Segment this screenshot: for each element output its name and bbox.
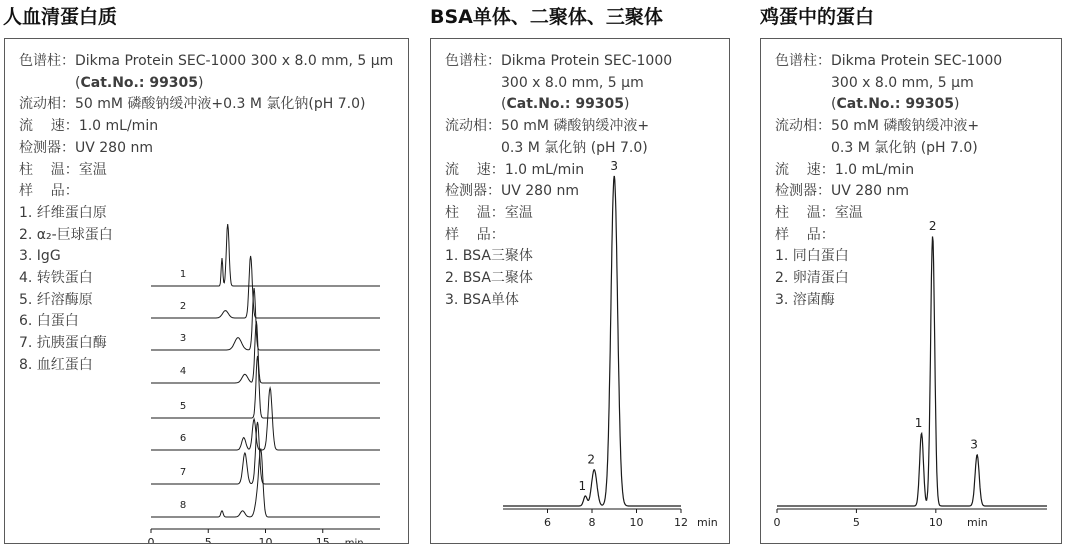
x-tick-label: 5 xyxy=(204,536,212,545)
temp-value: 室温 xyxy=(834,204,863,221)
chromatogram-trace xyxy=(777,237,1047,507)
trace-label: 5 xyxy=(179,401,187,412)
cat-no: (Cat.No.: 99305) xyxy=(831,96,960,113)
mobile-value: 50 mM 磷酸钠缓冲液+ xyxy=(501,118,650,135)
column-value: Dikma Protein SEC-1000 300 x 8.0 mm, 5 µm xyxy=(75,53,394,69)
cat-no: (Cat.No.: 99305) xyxy=(501,96,630,113)
mobile-label: 流动相： xyxy=(445,118,501,135)
mobile-value: 50 mM 磷酸钠缓冲液+ xyxy=(831,118,980,135)
trace-label: 6 xyxy=(179,433,187,444)
flow-label: 流 速： xyxy=(775,161,835,178)
x-axis-unit: min xyxy=(344,538,364,545)
trace-label: 7 xyxy=(179,467,187,478)
trace-label: 3 xyxy=(179,333,187,344)
column-value-dims: 300 x 8.0 mm, 5 µm xyxy=(501,74,644,91)
peak-label: 2 xyxy=(587,452,596,467)
column-value: Dikma Protein SEC-1000 xyxy=(501,53,673,69)
x-tick-label: 12 xyxy=(674,516,688,529)
temp-value: 室温 xyxy=(78,161,107,178)
flow-label: 流 速： xyxy=(19,118,79,135)
column-value: Dikma Protein SEC-1000 xyxy=(831,53,1003,69)
sample-item: 4. 转铁蛋白 xyxy=(19,270,93,287)
peak-label: 2 xyxy=(928,219,937,233)
sample-item: 2. 卵清蛋白 xyxy=(775,270,849,287)
detector-value: UV 280 nm xyxy=(501,183,579,200)
chromatogram-serum xyxy=(5,39,409,544)
x-tick-label: 8 xyxy=(588,516,596,529)
sample-item: 6. 白蛋白 xyxy=(19,313,79,330)
sample-item: 1. 同白蛋白 xyxy=(775,248,849,265)
cat-no: (Cat.No.: 99305) xyxy=(75,74,204,91)
chromatogram-bsa xyxy=(431,39,730,544)
x-tick-label: 0 xyxy=(147,536,155,545)
column-label: 色谱柱： xyxy=(445,53,501,69)
detector-value: UV 280 nm xyxy=(831,183,909,200)
flow-value: 1.0 mL/min xyxy=(834,161,915,178)
sample-item: 5. 纤溶酶原 xyxy=(19,291,93,308)
detector-label: 检测器： xyxy=(445,183,501,200)
detector-value: UV 280 nm xyxy=(75,139,153,156)
trace-label: 2 xyxy=(179,301,187,312)
column-label: 色谱柱： xyxy=(775,53,831,69)
chart-panel-egg xyxy=(760,38,1062,544)
sample-item: 3. 溶菌酶 xyxy=(775,291,835,308)
temp-value: 室温 xyxy=(504,204,533,221)
sample-item: 8. 血红蛋白 xyxy=(19,356,93,373)
sample-label: 样 品： xyxy=(445,226,505,243)
x-axis-unit: min xyxy=(967,516,988,529)
temp-label: 柱 温： xyxy=(445,204,505,221)
panel-title-serum: 人血清蛋白质 xyxy=(3,6,118,28)
mobile-label: 流动相： xyxy=(19,96,75,113)
flow-value: 1.0 mL/min xyxy=(504,161,585,178)
mobile-value-salt: 0.3 M 氯化钠 (pH 7.0) xyxy=(501,139,648,156)
sample-item: 7. 抗胰蛋白酶 xyxy=(19,335,107,352)
flow-value: 1.0 mL/min xyxy=(78,118,159,135)
column-label: 色谱柱： xyxy=(19,53,75,69)
detector-label: 检测器： xyxy=(775,183,831,200)
mobile-value-salt: 0.3 M 氯化钠 (pH 7.0) xyxy=(831,139,978,156)
sample-item: 1. 纤维蛋白原 xyxy=(19,204,107,221)
peak-label: 1 xyxy=(914,416,923,431)
sample-label: 样 品： xyxy=(775,226,835,243)
chart-panel-serum xyxy=(4,38,409,544)
x-tick-label: 10 xyxy=(629,516,644,529)
x-tick-label: 10 xyxy=(258,536,273,545)
peak-label: 3 xyxy=(610,159,619,173)
sample-item: 1. BSA三聚体 xyxy=(445,248,533,265)
trace-label: 1 xyxy=(179,269,187,280)
x-tick-label: 5 xyxy=(852,516,860,529)
trace-label: 8 xyxy=(179,500,187,511)
sample-item: 2. BSA二聚体 xyxy=(445,270,533,287)
x-tick-label: 15 xyxy=(315,536,330,545)
x-tick-label: 6 xyxy=(544,516,551,529)
sample-item: 2. α₂-巨球蛋白 xyxy=(19,226,113,243)
flow-label: 流 速： xyxy=(445,161,505,178)
chromatogram-egg xyxy=(761,39,1062,544)
sample-label: 样 品： xyxy=(19,183,79,200)
chart-panel-bsa xyxy=(430,38,730,544)
temp-label: 柱 温： xyxy=(775,204,835,221)
sample-item: 3. IgG xyxy=(19,248,61,265)
trace-label: 4 xyxy=(179,366,187,377)
peak-label: 1 xyxy=(578,478,587,493)
detector-label: 检测器： xyxy=(19,139,75,156)
peak-label: 3 xyxy=(970,437,978,452)
sample-item: 3. BSA单体 xyxy=(445,291,519,308)
x-tick-label: 0 xyxy=(773,516,781,529)
column-value-dims: 300 x 8.0 mm, 5 µm xyxy=(831,74,974,91)
x-tick-label: 10 xyxy=(928,516,943,529)
mobile-label: 流动相： xyxy=(775,118,831,135)
temp-label: 柱 温： xyxy=(19,161,79,178)
panel-title-bsa: BSA单体、二聚体、三聚体 xyxy=(430,6,663,28)
mobile-value: 50 mM 磷酸钠缓冲液+0.3 M 氯化钠(pH 7.0) xyxy=(75,96,366,113)
x-axis-unit: min xyxy=(697,516,718,529)
panel-title-egg: 鸡蛋中的蛋白 xyxy=(760,6,875,28)
